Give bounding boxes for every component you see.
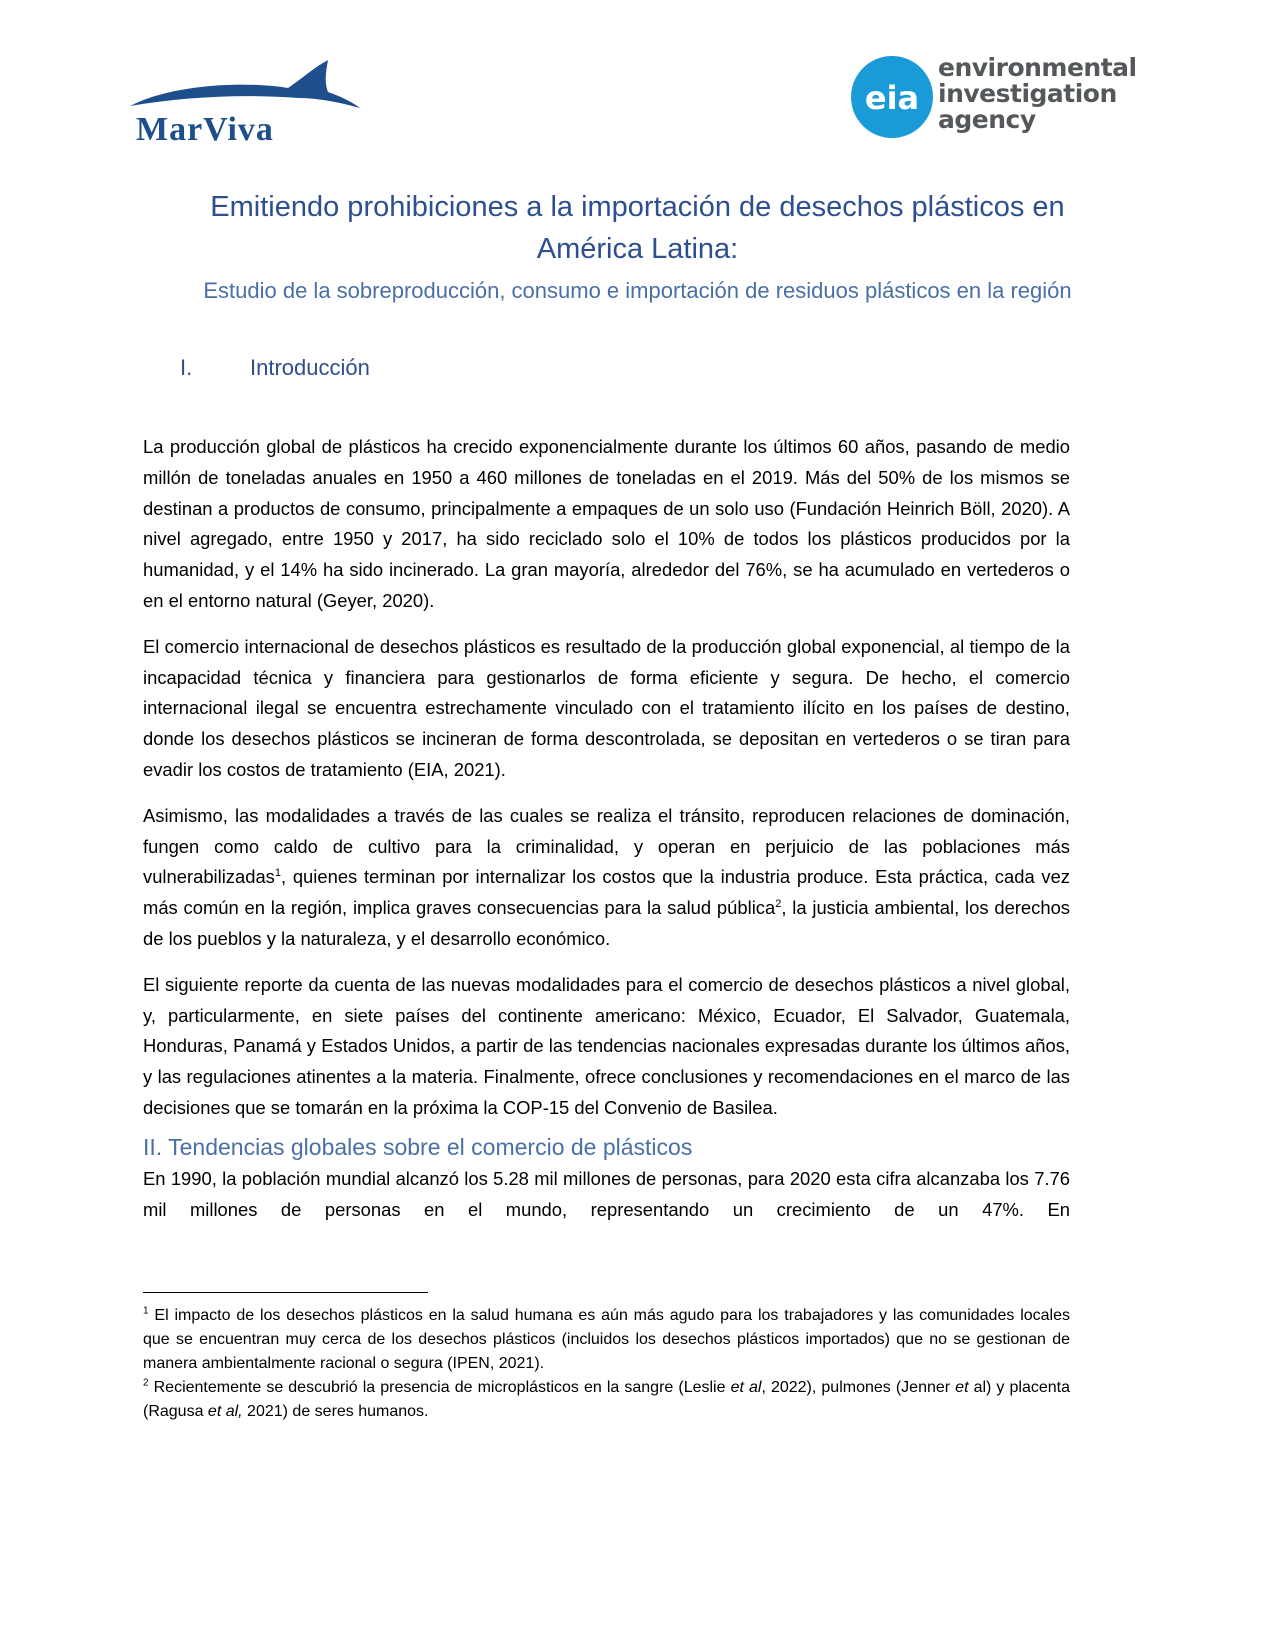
paragraph xyxy=(143,801,1070,955)
footnote-text: al) y placenta (Ragusa xyxy=(143,1379,1070,1420)
eia-logo-text xyxy=(938,55,1137,133)
paragraph-text: Asimismo, las modalidades a través de las cuales se realiza el tránsito, reproducen relaciones de dominación, fungen como caldo de cultivo para la criminalidad, y operan en perjuicio de las poblaciones más vulnerabilizadas xyxy=(143,804,1070,888)
footnote-italic: et al, xyxy=(207,1403,243,1420)
footnote-2 xyxy=(143,1376,1070,1424)
footnote-1 xyxy=(143,1304,1070,1376)
footnote-italic: et al xyxy=(730,1379,762,1396)
document-title xyxy=(150,186,1125,270)
footnote-number: 1 xyxy=(143,1305,149,1317)
footnote-number: 2 xyxy=(143,1377,149,1389)
paragraph: La producción global de plásticos ha crecido exponencialmente durante los últimos 60 años, pasando de medio millón de toneladas anuales en 1950 a 460 millones de toneladas en el 2019. Más del 50% de los mismos se destinan a productos de consumo, principalmente a empaques de un solo uso (Fundación Heinrich Böll, 2020). A nivel agregado, entre 1950 y 2017, ha sido reciclado solo el 10% de todos los plásticos producidos por la humanidad, y el 14% ha sido incinerado. La gran mayoría, alrededor del 76%, se ha acumulado en vertederos o en el entorno natural (Geyer, 2020). xyxy=(143,436,1070,611)
footnote-text: 2021) de seres humanos. xyxy=(242,1403,429,1420)
paragraph: El siguiente reporte da cuenta de las nuevas modalidades para el comercio de desechos plásticos a nivel global, y, particularmente, en siete países del continente americano: México, Ecuador, El Salvador, Guatemala, Honduras, Panamá y Estados Unidos, a partir de las tendencias nacionales expresadas durante los últimos años, y las regulaciones atinentes a la materia. Finalmente, ofrece conclusiones y recomendaciones en el marco de las decisiones que se tomarán en la próxima la COP-15 del Convenio de Basilea. xyxy=(143,973,1070,1118)
section-title: Introducción xyxy=(250,355,370,380)
footnote-separator xyxy=(143,1292,428,1293)
section-number: I. xyxy=(180,355,193,380)
eia-circle-icon xyxy=(850,55,934,139)
marviva-logo-text: MarViva xyxy=(136,111,274,148)
footnote-italic: et xyxy=(955,1379,969,1396)
footnote-ref-1[interactable]: 1 xyxy=(274,867,282,880)
paragraph: En 1990, la población mundial alcanzó los 5.28 mil millones de personas, para 2020 esta cifra alcanzaba los 7.76 mil millones de personas en el mundo, representando un crecimiento de un 47%. En xyxy=(143,1167,1070,1220)
eia-line-1: environmental xyxy=(938,53,1137,82)
marviva-wave-icon xyxy=(128,58,368,148)
title-line-1: Emitiendo prohibiciones a la importación de desechos plásticos en xyxy=(210,191,1065,223)
footnote-text: , 2022), pulmones (Jenner xyxy=(761,1379,956,1396)
footnote-text: El impacto de los desechos plásticos en la salud humana es aún más agudo para los trabajadores y las comunidades locales que se encuentran muy cerca de los desechos plásticos (incluidos los desechos plásticos importados) que no se gestionan de manera ambientalmente racional o segura (IPEN, 2021). xyxy=(143,1307,1070,1372)
document-subtitle: Estudio de la sobreproducción, consumo e importación de residuos plásticos en la región xyxy=(203,278,1072,303)
paragraph-text: , quienes terminan por internalizar los costos que la industria produce. Esta práctica, cada vez más común en la región, implica graves consecuencias para la salud pública xyxy=(143,866,1070,919)
eia-line-3: agency xyxy=(938,105,1036,134)
footnote-text: Recientemente se descubrió la presencia de microplásticos en la sangre (Leslie xyxy=(148,1379,731,1396)
footnote-ref-2[interactable]: 2 xyxy=(775,898,782,911)
footnotes xyxy=(143,1304,1070,1424)
marviva-logo xyxy=(128,58,368,148)
paragraph-text: , la justicia ambiental, los derechos de los pueblos y la naturaleza, y el desarrollo económico. xyxy=(143,897,1070,949)
paragraph: El comercio internacional de desechos plásticos es resultado de la producción global exponencial, al tiempo de la incapacidad técnica y financiera para gestionarlos de forma eficiente y segura. De hecho, el comercio internacional ilegal se encuentra estrechamente vinculado con el tratamiento ilícito en los países de destino, donde los desechos plásticos se incineran de forma descontrolada, se depositan en vertederos o se tiran para evadir los costos de tratamiento (EIA, 2021). xyxy=(143,635,1070,780)
section-heading-intro xyxy=(180,353,370,383)
eia-mark-text: eia xyxy=(864,79,920,117)
body-text xyxy=(143,432,1070,1240)
title-line-2: América Latina: xyxy=(536,233,739,265)
section-heading-trends: II. Tendencias globales sobre el comercio de plásticos xyxy=(143,1133,693,1160)
eia-line-2: investigation xyxy=(938,79,1117,108)
eia-logo xyxy=(850,53,1137,140)
